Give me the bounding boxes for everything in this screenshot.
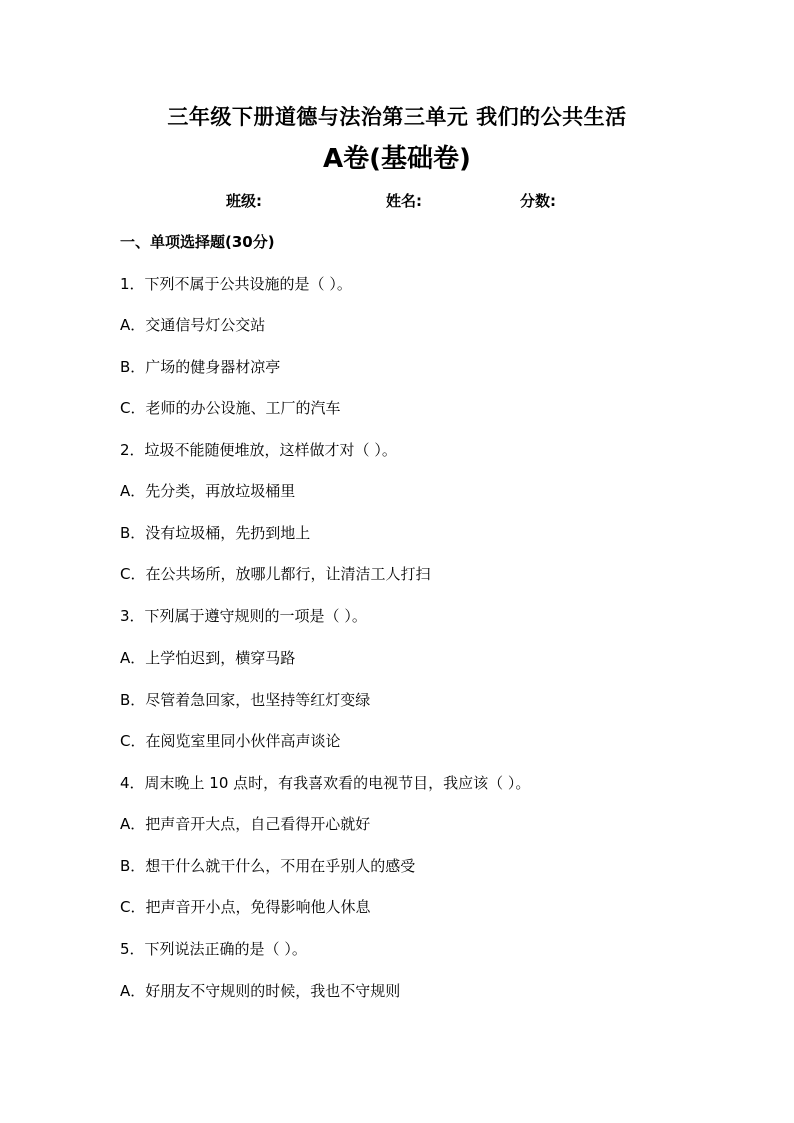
question-stem: 3．下列属于遵守规则的一项是（ ）。 — [120, 607, 367, 625]
question-option: B．想干什么就干什么，不用在乎别人的感受 — [120, 857, 416, 875]
question-option: C．在阅览室里同小伙伴高声谈论 — [120, 732, 341, 750]
question-option: A．把声音开大点，自己看得开心就好 — [120, 815, 371, 833]
question-option: B．广场的健身器材凉亭 — [120, 358, 281, 376]
document-subtitle: A卷(基础卷) — [323, 144, 471, 174]
name-label: 姓名: — [386, 192, 422, 210]
question-option: C．在公共场所，放哪儿都行，让清洁工人打扫 — [120, 565, 431, 583]
class-label: 班级: — [226, 192, 262, 210]
question-option: A．好朋友不守规则的时候，我也不守规则 — [120, 982, 401, 1000]
question-option: B．尽管着急回家，也坚持等红灯变绿 — [120, 691, 371, 709]
question-stem: 4．周末晚上 10 点时，有我喜欢看的电视节目，我应该（ ）。 — [120, 774, 531, 792]
question-stem: 5．下列说法正确的是（ ）。 — [120, 940, 307, 958]
score-label: 分数: — [520, 192, 556, 210]
question-stem: 1．下列不属于公共设施的是（ ）。 — [120, 275, 352, 293]
question-option: A．上学怕迟到，横穿马路 — [120, 649, 296, 667]
question-option: C．老师的办公设施、工厂的汽车 — [120, 399, 341, 417]
question-option: A．交通信号灯公交站 — [120, 316, 266, 334]
question-stem: 2．垃圾不能随便堆放，这样做才对（ ）。 — [120, 441, 397, 459]
section-heading: 一、单项选择题(30分) — [120, 233, 275, 251]
question-option: A．先分类，再放垃圾桶里 — [120, 482, 296, 500]
question-option: B．没有垃圾桶，先扔到地上 — [120, 524, 311, 542]
question-option: C．把声音开小点，免得影响他人休息 — [120, 898, 371, 916]
document-title: 三年级下册道德与法治第三单元 我们的公共生活 — [167, 104, 627, 129]
